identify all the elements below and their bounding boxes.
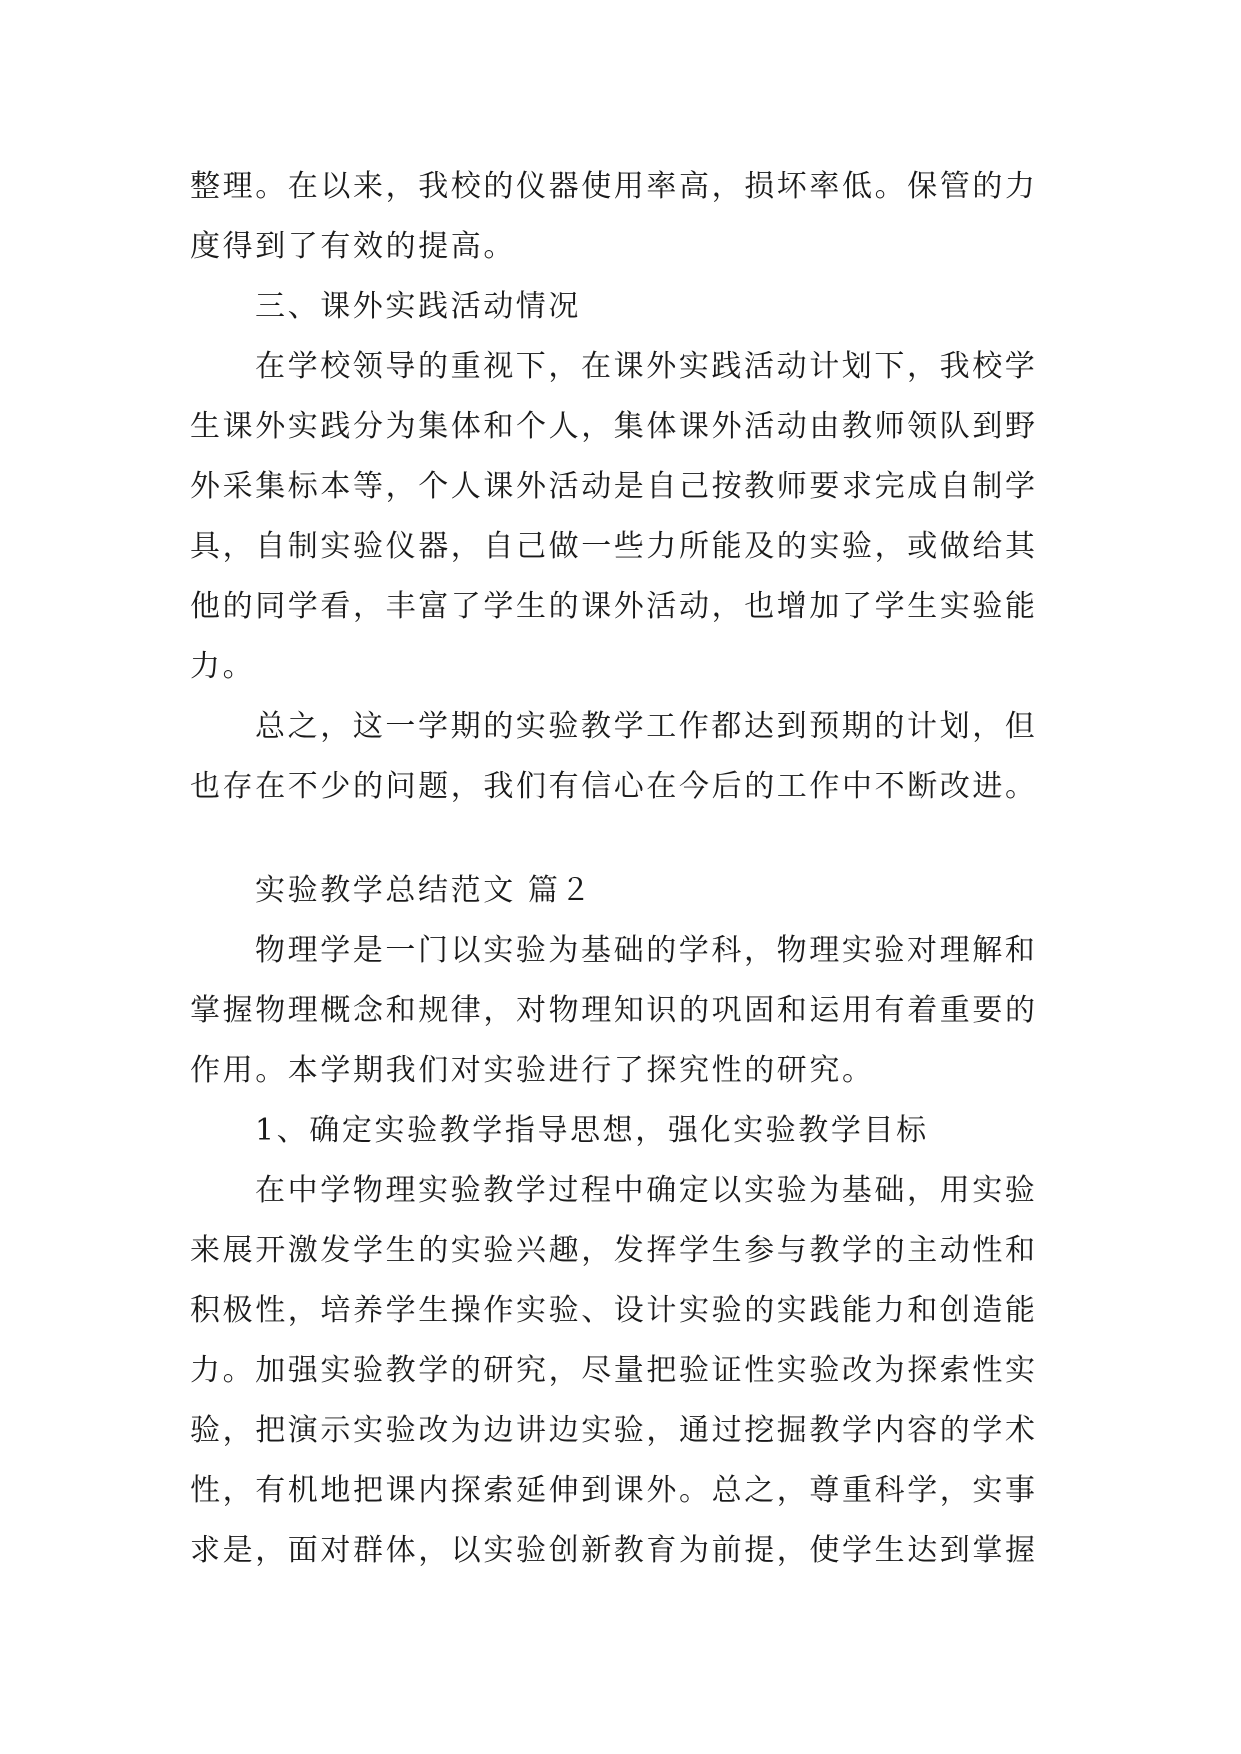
- paragraph-line: 也存在不少的问题，我们有信心在今后的工作中不断改进。: [190, 769, 1038, 804]
- section-heading: 三、课外实践活动情况: [255, 289, 581, 324]
- paragraph-line: 力。加强实验教学的研究，尽量把验证性实验改为探索性实: [190, 1353, 1038, 1388]
- paragraph-line: 验，把演示实验改为边讲边实验，通过挖掘教学内容的学术: [190, 1413, 1038, 1448]
- paragraph-line: 总之，这一学期的实验教学工作都达到预期的计划，但: [255, 709, 1038, 744]
- paragraph-line: 在中学物理实验教学过程中确定以实验为基础，用实验: [255, 1173, 1038, 1208]
- paragraph-line: 他的同学看，丰富了学生的课外活动，也增加了学生实验能: [190, 589, 1038, 624]
- paragraph-line: 作用。本学期我们对实验进行了探究性的研究。: [190, 1053, 875, 1088]
- paragraph-line: 求是，面对群体，以实验创新教育为前提，使学生达到掌握: [190, 1533, 1038, 1568]
- paragraph-line: 度得到了有效的提高。: [190, 229, 516, 264]
- section-heading: 1、确定实验教学指导思想，强化实验教学目标: [255, 1113, 929, 1148]
- paragraph-line: 性，有机地把课内探索延伸到课外。总之，尊重科学，实事: [190, 1473, 1038, 1508]
- paragraph-line: 物理学是一门以实验为基础的学科，物理实验对理解和: [255, 933, 1038, 968]
- paragraph-line: 整理。在以来，我校的仪器使用率高，损坏率低。保管的力: [190, 169, 1038, 204]
- paragraph-line: 掌握物理概念和规律，对物理知识的巩固和运用有着重要的: [190, 993, 1038, 1028]
- paragraph-line: 生课外实践分为集体和个人，集体课外活动由教师领队到野: [190, 409, 1038, 444]
- paragraph-line: 积极性，培养学生操作实验、设计实验的实践能力和创造能: [190, 1293, 1038, 1328]
- section-title: 实验教学总结范文 篇２: [255, 873, 594, 908]
- paragraph-line: 外采集标本等，个人课外活动是自己按教师要求完成自制学: [190, 469, 1038, 504]
- paragraph-line: 具，自制实验仪器，自己做一些力所能及的实验，或做给其: [190, 529, 1038, 564]
- paragraph-line: 力。: [190, 649, 256, 684]
- paragraph-line: 在学校领导的重视下，在课外实践活动计划下，我校学: [255, 349, 1038, 384]
- paragraph-line: 来展开激发学生的实验兴趣，发挥学生参与教学的主动性和: [190, 1233, 1038, 1268]
